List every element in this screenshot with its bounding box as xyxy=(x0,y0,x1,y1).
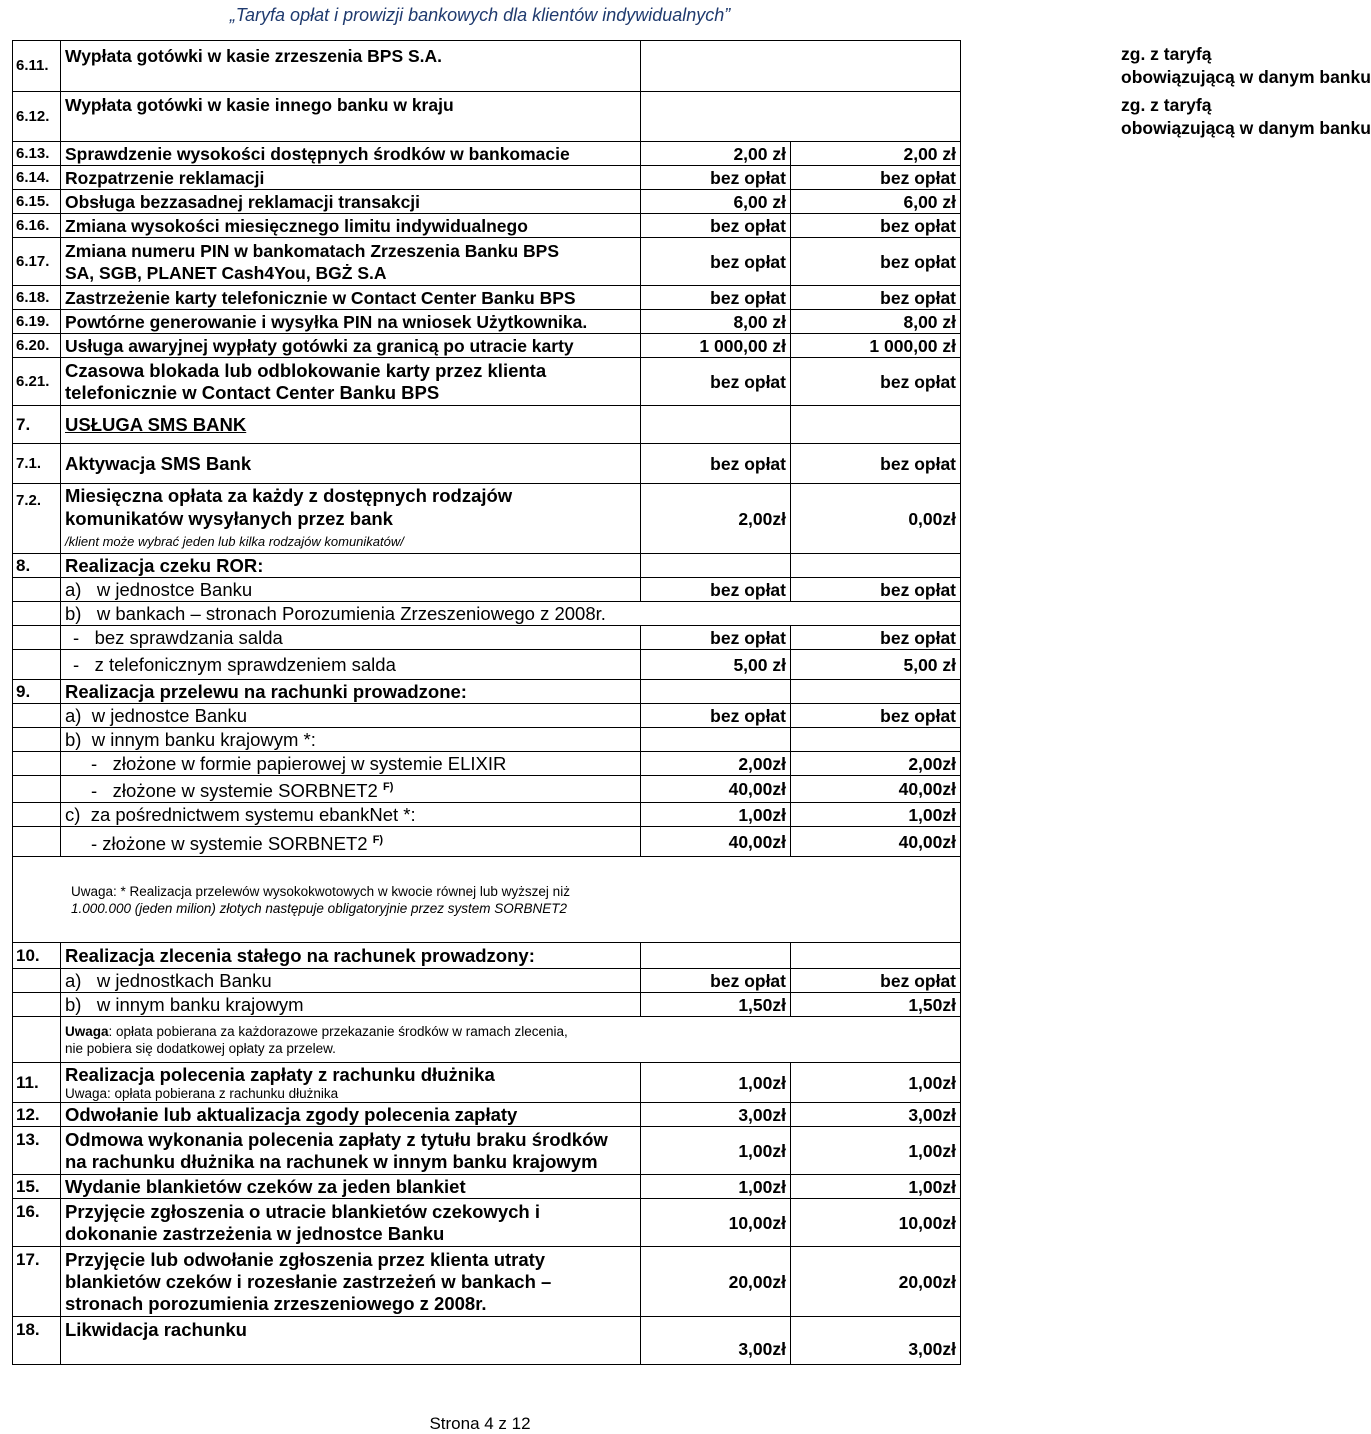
row-number: 6.12. xyxy=(13,92,61,142)
table-row xyxy=(13,214,961,238)
fee-column-2: bez opłat xyxy=(791,704,961,728)
fee-column-2: 40,00zł xyxy=(791,827,961,857)
fee-column-2: bez opłat xyxy=(791,444,961,484)
fee-column-1: 8,00 zł xyxy=(641,310,791,334)
row-description: Powtórne generowanie i wysyłka PIN na wniosek Użytkownika. xyxy=(61,310,641,334)
row-number: 18. xyxy=(13,1317,61,1365)
fee-column-2: 1,50zł xyxy=(791,993,961,1017)
table-row xyxy=(13,310,961,334)
section-number: 7. xyxy=(13,406,61,444)
row-number: 6.11. xyxy=(13,41,61,92)
fee-column-2: 0,00zł xyxy=(791,484,961,554)
row-description: Realizacja polecenia zapłaty z rachunku dłużnika Uwaga: opłata pobierana z rachunku dłużnika xyxy=(61,1063,641,1103)
table-row xyxy=(13,1247,961,1317)
table-row xyxy=(13,554,961,578)
fee-column-1: 2,00zł xyxy=(641,484,791,554)
row-description: Przyjęcie lub odwołanie zgłoszenia przez klienta utraty blankietów czeków i rozesłanie zastrzeżeń w bankach – stronach porozumienia zrzeszeniowego z 2008r. xyxy=(61,1247,641,1317)
fee-column-2: 40,00zł xyxy=(791,776,961,803)
row-number: 6.16. xyxy=(13,214,61,238)
section-title: Realizacja przelewu na rachunki prowadzone: xyxy=(61,680,641,704)
fee-column-2: bez opłat xyxy=(791,166,961,190)
table-row xyxy=(13,857,961,943)
fee-column-1: bez opłat xyxy=(641,238,791,286)
note: Uwaga: opłata pobierana za każdorazowe przekazanie środków w ramach zlecenia, nie pobiera się dodatkowej opłaty za przelew. xyxy=(61,1017,961,1063)
row-number: 13. xyxy=(13,1127,61,1175)
note: Uwaga: * Realizacja przelewów wysokokwotowych w kwocie równej lub wyższej niż 1.000.000 (jeden milion) złotych następuje obligatoryjnie przez system SORBNET2 xyxy=(13,857,961,943)
row-description: Wypłata gotówki w kasie innego banku w kraju xyxy=(61,92,641,142)
fee-column-1: bez opłat xyxy=(641,704,791,728)
row-number: 6.19. xyxy=(13,310,61,334)
table-row xyxy=(13,602,961,626)
row-description: Odmowa wykonania polecenia zapłaty z tytułu braku środków na rachunku dłużnika na rachunek w innym banku krajowym xyxy=(61,1127,641,1175)
row-number: 6.20. xyxy=(13,334,61,358)
fee-column-1: bez opłat xyxy=(641,969,791,993)
fee-column-1: bez opłat xyxy=(641,214,791,238)
table-row xyxy=(13,776,961,803)
table-row xyxy=(13,41,961,92)
row-description: Przyjęcie zgłoszenia o utracie blankietów czekowych i dokonanie zastrzeżenia w jednostce Banku xyxy=(61,1199,641,1247)
fee-column-2: 3,00zł xyxy=(791,1103,961,1127)
fee-column-1: bez opłat xyxy=(641,358,791,406)
fee-column-1: 2,00zł xyxy=(641,752,791,776)
fee-column-1: bez opłat xyxy=(641,444,791,484)
row-number: 6.21. xyxy=(13,358,61,406)
row-number: 6.13. xyxy=(13,142,61,166)
row-description: Rozpatrzenie reklamacji xyxy=(61,166,641,190)
row-number: 6.17. xyxy=(13,238,61,286)
table-row xyxy=(13,92,961,142)
fee-column-1: 1,00zł xyxy=(641,1127,791,1175)
table-row xyxy=(13,1103,961,1127)
row-description: a) w jednostkach Banku xyxy=(61,969,641,993)
row-number: 7.1. xyxy=(13,444,61,484)
section-title: Realizacja zlecenia stałego na rachunek prowadzony: xyxy=(61,943,641,969)
table-row xyxy=(13,142,961,166)
fee-column-2: 2,00zł xyxy=(791,752,961,776)
fee-column-2: 1,00zł xyxy=(791,1063,961,1103)
row-description: Likwidacja rachunku xyxy=(61,1317,641,1365)
section-number: 8. xyxy=(13,554,61,578)
fee-column-2: 1,00zł xyxy=(791,1127,961,1175)
table-row xyxy=(13,1017,961,1063)
table-row xyxy=(13,1127,961,1175)
fee-column-1: 40,00zł xyxy=(641,827,791,857)
row-description: Wydanie blankietów czeków za jeden blankiet xyxy=(61,1175,641,1199)
fee-column-1: 10,00zł xyxy=(641,1199,791,1247)
section-number: 9. xyxy=(13,680,61,704)
section-number: 10. xyxy=(13,943,61,969)
fee-column-2: 1,00zł xyxy=(791,803,961,827)
table-row xyxy=(13,578,961,602)
fee-table xyxy=(12,40,1371,1365)
row-number: 6.18. xyxy=(13,286,61,310)
row-description: Miesięczna opłata za każdy z dostępnych rodzajów komunikatów wysyłanych przez bank /klient może wybrać jeden lub kilka rodzajów komunikatów/ xyxy=(61,484,641,554)
table-row xyxy=(13,993,961,1017)
row-description: - bez sprawdzania salda xyxy=(61,626,641,650)
row-description: Zmiana numeru PIN w bankomatach Zrzeszenia Banku BPS SA, SGB, PLANET Cash4You, BGŻ S.A xyxy=(61,238,641,286)
row-description: Wypłata gotówki w kasie zrzeszenia BPS S.A. xyxy=(61,41,641,92)
table-row xyxy=(13,238,961,286)
row-description: Obsługa bezzasadnej reklamacji transakcji xyxy=(61,190,641,214)
row-description: - złożone w systemie SORBNET2 $^{F)}$ xyxy=(61,827,641,857)
table-row xyxy=(13,190,961,214)
fee-column-1: 1,00zł xyxy=(641,803,791,827)
row-number: 17. xyxy=(13,1247,61,1317)
fee-column-1: bez opłat xyxy=(641,578,791,602)
fee-column-1: 3,00zł xyxy=(641,1103,791,1127)
row-description: Usługa awaryjnej wypłaty gotówki za granicą po utracie karty xyxy=(61,334,641,358)
table-row xyxy=(13,484,961,554)
section-title: USŁUGA SMS BANK xyxy=(61,406,641,444)
row-number: 7.2. xyxy=(13,484,61,554)
row-fee-merged: zg. z taryfą obowiązującą w danym banku xyxy=(641,92,961,142)
fee-column-1: 6,00 zł xyxy=(641,190,791,214)
row-description: b) w bankach – stronach Porozumienia Zrzeszeniowego z 2008r. xyxy=(61,602,961,626)
table-row xyxy=(13,728,961,752)
row-number: 16. xyxy=(13,1199,61,1247)
row-description: Zastrzeżenie karty telefonicznie w Contact Center Banku BPS xyxy=(61,286,641,310)
row-fee-merged: zg. z taryfą obowiązującą w danym banku xyxy=(641,41,961,92)
table-row xyxy=(13,1317,961,1365)
table-row xyxy=(13,650,961,680)
table-row xyxy=(13,166,961,190)
row-description: b) w innym banku krajowym *: xyxy=(61,728,641,752)
row-number: 11. xyxy=(13,1063,61,1103)
row-description: a) w jednostce Banku xyxy=(61,704,641,728)
fee-column-2: 10,00zł xyxy=(791,1199,961,1247)
fee-column-1: 1,00zł xyxy=(641,1175,791,1199)
row-description: Sprawdzenie wysokości dostępnych środków w bankomacie xyxy=(61,142,641,166)
row-description: - złożone w formie papierowej w systemie ELIXIR xyxy=(61,752,641,776)
table-row xyxy=(13,704,961,728)
fee-column-2: bez opłat xyxy=(791,626,961,650)
fee-column-2: 20,00zł xyxy=(791,1247,961,1317)
table-row xyxy=(13,334,961,358)
fee-column-2: bez opłat xyxy=(791,214,961,238)
table-row xyxy=(13,680,961,704)
fee-column-1: bez opłat xyxy=(641,286,791,310)
document-header: „Taryfa opłat i prowizji bankowych dla klientów indywidualnych” xyxy=(229,5,731,25)
table-row xyxy=(13,943,961,969)
fee-column-2: 1,00zł xyxy=(791,1175,961,1199)
fee-column-2: 2,00 zł xyxy=(791,142,961,166)
row-description: - złożone w systemie SORBNET2 $^{F)}$ xyxy=(61,776,641,803)
row-description: Zmiana wysokości miesięcznego limitu indywidualnego xyxy=(61,214,641,238)
table-row xyxy=(13,1063,961,1103)
fee-column-2: 1 000,00 zł xyxy=(791,334,961,358)
fee-column-2: 6,00 zł xyxy=(791,190,961,214)
row-description: Aktywacja SMS Bank xyxy=(61,444,641,484)
row-description: c) za pośrednictwem systemu ebankNet *: xyxy=(61,803,641,827)
row-number: 12. xyxy=(13,1103,61,1127)
table-row xyxy=(13,969,961,993)
table-row xyxy=(13,358,961,406)
fee-column-2: bez opłat xyxy=(791,286,961,310)
row-description: - z telefonicznym sprawdzeniem salda xyxy=(61,650,641,680)
fee-column-1: 20,00zł xyxy=(641,1247,791,1317)
row-description: Odwołanie lub aktualizacja zgody polecenia zapłaty xyxy=(61,1103,641,1127)
fee-column-1: 1 000,00 zł xyxy=(641,334,791,358)
table-row xyxy=(13,803,961,827)
fee-column-1: 1,00zł xyxy=(641,1063,791,1103)
fee-column-1: 40,00zł xyxy=(641,776,791,803)
row-description: a) w jednostce Banku xyxy=(61,578,641,602)
table-row xyxy=(13,1199,961,1247)
fee-column-2: 3,00zł xyxy=(791,1317,961,1365)
table-row xyxy=(13,406,961,444)
row-description: b) w innym banku krajowym xyxy=(61,993,641,1017)
row-number: 15. xyxy=(13,1175,61,1199)
table-row xyxy=(13,752,961,776)
row-number: 6.15. xyxy=(13,190,61,214)
fee-column-1: bez opłat xyxy=(641,626,791,650)
fee-column-1: 3,00zł xyxy=(641,1317,791,1365)
fee-column-2: 5,00 zł xyxy=(791,650,961,680)
fee-column-2: bez opłat xyxy=(791,578,961,602)
fee-column-2: bez opłat xyxy=(791,358,961,406)
fee-column-2: 8,00 zł xyxy=(791,310,961,334)
table-row xyxy=(13,626,961,650)
table-row xyxy=(13,1175,961,1199)
page-number: Strona 4 z 12 xyxy=(429,1414,531,1433)
table-row xyxy=(13,827,961,857)
section-title: Realizacja czeku ROR: xyxy=(61,554,641,578)
fee-column-1: 2,00 zł xyxy=(641,142,791,166)
table-row xyxy=(13,444,961,484)
fee-column-1: 1,50zł xyxy=(641,993,791,1017)
table-row xyxy=(13,286,961,310)
row-description: Czasowa blokada lub odblokowanie karty przez klienta telefonicznie w Contact Center Banku BPS xyxy=(61,358,641,406)
row-number: 6.14. xyxy=(13,166,61,190)
fee-column-2: bez opłat xyxy=(791,238,961,286)
fee-column-2: bez opłat xyxy=(791,969,961,993)
fee-column-1: bez opłat xyxy=(641,166,791,190)
fee-column-1: 5,00 zł xyxy=(641,650,791,680)
